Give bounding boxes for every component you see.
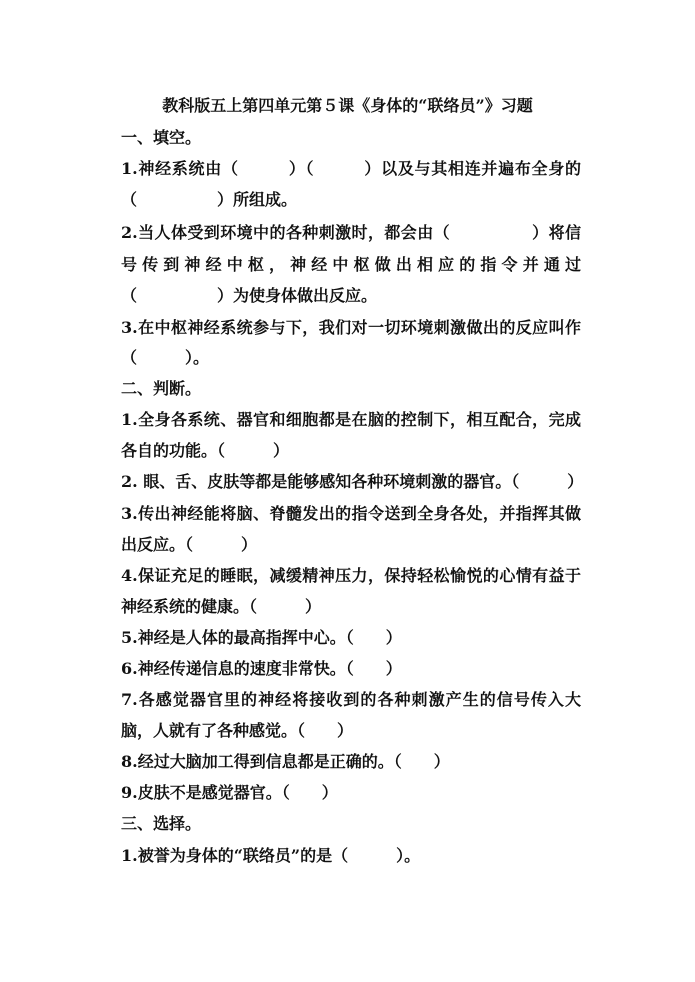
fill-q1-line2: （ ）所组成。 [121,190,298,209]
judge-q7-line2: 脑，人就有了各种感觉。（ ） [121,721,354,740]
judge-q8-line1: 8.经过大脑加工得到信息都是正确的。（ ） [121,752,450,771]
choice-q1-line1: 1.被誉为身体的“联络员”的是（ ）。 [121,846,421,865]
fill-q3-line1: 3.在中枢神经系统参与下，我们对一切环境刺激做出的反应叫作 [121,318,581,337]
judge-q5-line1: 5.神经是人体的最高指挥中心。（ ） [121,628,402,647]
fill-q2-line3: （ ）为使身体做出反应。 [121,286,378,305]
judge-q4-line2: 神经系统的健康。（ ） [121,597,322,616]
judge-q1-line2: 各自的功能。（ ） [121,441,290,460]
judge-q7-line1: 7.各感觉器官里的神经将接收到的各种刺激产生的信号传入大 [121,690,581,709]
judge-q3-line1: 3.传出神经能将脑、脊髓发出的指令送到全身各处，并指挥其做 [121,504,581,523]
judge-q3-line2: 出反应。（ ） [121,535,258,554]
section-heading-judge: 二、判断。 [121,379,202,398]
judge-q4-line1: 4.保证充足的睡眠，减缓精神压力，保持轻松愉悦的心情有益于 [121,566,581,585]
fill-q2-line2: 号传到神经中枢，神经中枢做出相应的指令并通过 [121,255,581,274]
judge-q1-line1: 1.全身各系统、器官和细胞都是在脑的控制下，相互配合，完成 [121,410,581,429]
section-heading-fill-blank: 一、填空。 [121,128,202,147]
judge-q9-line1: 9.皮肤不是感觉器官。（ ） [121,783,338,802]
fill-q2-line1: 2.当人体受到环境中的各种刺激时，都会由（ ）将信 [121,223,581,242]
fill-q3-line2: （ ）。 [121,348,210,367]
judge-q6-line1: 6.神经传递信息的速度非常快。（ ） [121,659,402,678]
judge-q2-line1: 2. 眼、舌、皮肤等都是能够感知各种环境刺激的器官。（ ） [121,472,584,491]
fill-q1-line1: 1.神经系统由（ ）（ ）以及与其相连并遍布全身的 [121,159,581,178]
page-title: 教科版五上第四单元第５课《身体的“联络员”》习题 [162,96,533,115]
section-heading-choice: 三、选择。 [121,814,202,833]
